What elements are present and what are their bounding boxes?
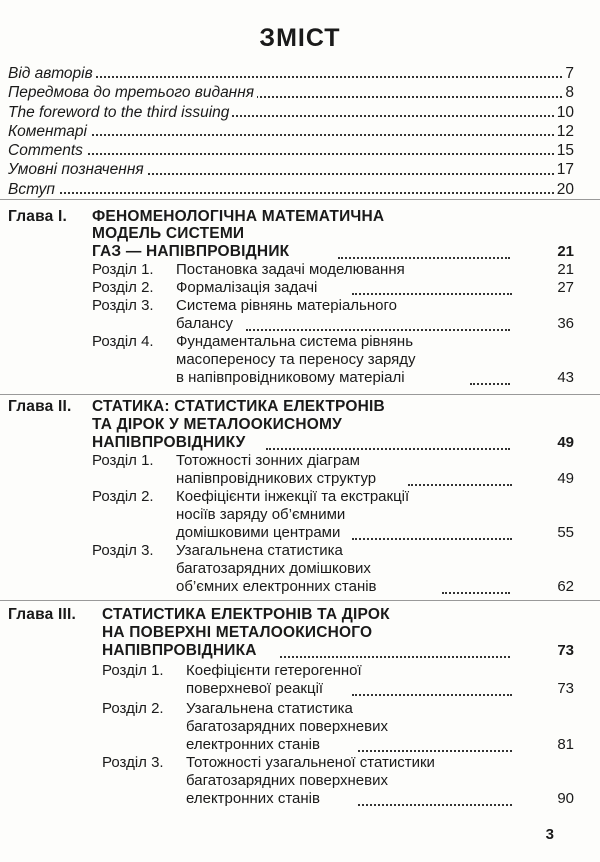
section-title-line[interactable]: багатозарядних домішкових bbox=[176, 560, 371, 577]
section-page: 21 bbox=[557, 261, 574, 278]
chapter-title-line[interactable]: НА ПОВЕРХНІ МЕТАЛООКИСНОГО bbox=[102, 624, 373, 641]
section-title-line[interactable]: Узагальнена статистика bbox=[176, 542, 343, 559]
section-page: 27 bbox=[557, 279, 574, 296]
section-page: 49 bbox=[557, 470, 574, 487]
chapter-page: 49 bbox=[557, 434, 574, 451]
section-title-line[interactable]: Система рівнянь матеріального bbox=[176, 297, 397, 314]
toc-entry-label: Вступ bbox=[8, 181, 58, 198]
chapter-prefix: Глава III. bbox=[8, 606, 76, 623]
toc-entry-page: 8 bbox=[562, 83, 574, 102]
chapter-title-line[interactable]: ТА ДІРОК У МЕТАЛООКИСНОМУ bbox=[92, 416, 342, 433]
toc-entry[interactable] bbox=[8, 122, 574, 141]
section-title-line[interactable]: Коефіцієнти гетерогенної bbox=[186, 662, 362, 679]
section-prefix: Розділ 3. bbox=[92, 297, 154, 314]
section-title-line[interactable]: Коефіцієнти інжекції та екстракції bbox=[176, 488, 410, 505]
toc-entry-page: 17 bbox=[554, 160, 574, 179]
toc-entry-page: 7 bbox=[562, 64, 574, 83]
section-title-line[interactable]: електронних станів bbox=[186, 790, 320, 807]
dot-leader bbox=[352, 293, 512, 295]
section-prefix: Розділ 2. bbox=[92, 488, 154, 505]
chapter-title-line[interactable]: СТАТИКА: СТАТИСТИКА ЕЛЕКТРОНІВ bbox=[92, 398, 385, 415]
section-page: 43 bbox=[557, 369, 574, 386]
section-prefix: Розділ 1. bbox=[92, 452, 154, 469]
dot-leader bbox=[358, 750, 512, 752]
toc-entry[interactable] bbox=[8, 180, 574, 199]
front-matter-list bbox=[8, 64, 574, 199]
dot-leader bbox=[352, 694, 512, 696]
section-title-line[interactable]: носіїв заряду об’ємними bbox=[176, 506, 346, 523]
section-page: 81 bbox=[557, 736, 574, 753]
toc-entry-label: Від авторів bbox=[8, 65, 96, 82]
toc-entry-label: Умовні позначення bbox=[8, 161, 147, 178]
dot-leader bbox=[442, 592, 510, 594]
toc-entry-page: 10 bbox=[554, 103, 574, 122]
toc-entry-page: 15 bbox=[554, 141, 574, 160]
toc-entry[interactable] bbox=[8, 160, 574, 179]
divider bbox=[0, 600, 600, 601]
dot-leader bbox=[470, 383, 510, 385]
section-prefix: Розділ 1. bbox=[92, 261, 154, 278]
section-title-line[interactable]: об’ємних електронних станів bbox=[176, 578, 377, 595]
section-title-line[interactable]: Тотожності узагальненої статистики bbox=[186, 754, 435, 771]
toc-entry[interactable] bbox=[8, 64, 574, 83]
section-title-line[interactable]: електронних станів bbox=[186, 736, 320, 753]
chapter-title-line[interactable]: ФЕНОМЕНОЛОГІЧНА МАТЕМАТИЧНА bbox=[92, 208, 385, 225]
section-title-line[interactable]: в напівпровідниковому матеріалі bbox=[176, 369, 405, 386]
section-page: 62 bbox=[557, 578, 574, 595]
dot-leader bbox=[352, 538, 512, 540]
divider bbox=[0, 394, 600, 395]
dot-leader bbox=[246, 329, 510, 331]
section-prefix: Розділ 2. bbox=[92, 279, 154, 296]
toc-entry[interactable] bbox=[8, 103, 574, 122]
dot-leader bbox=[408, 484, 512, 486]
dot-leader bbox=[338, 257, 510, 259]
divider bbox=[0, 199, 600, 200]
dot-leader bbox=[266, 448, 510, 450]
dot-leader bbox=[358, 804, 512, 806]
page-title: ЗМІСТ bbox=[259, 24, 341, 52]
chapter-title-line[interactable]: ГАЗ — НАПІВПРОВІДНИК bbox=[92, 243, 290, 260]
chapter-title-line[interactable]: НАПІВПРОВІДНИКА bbox=[102, 642, 257, 659]
section-title-line[interactable]: Тотожності зонних діаграм bbox=[176, 452, 360, 469]
section-title-line[interactable]: балансу bbox=[176, 315, 233, 332]
section-title-line[interactable]: багатозарядних поверхневих bbox=[186, 718, 388, 735]
toc-entry-label: Передмова до третього видання bbox=[8, 84, 257, 101]
section-title-line[interactable]: масопереносу та переносу заряду bbox=[176, 351, 416, 368]
section-title-line[interactable]: поверхневої реакції bbox=[186, 680, 324, 697]
chapter-prefix: Глава I. bbox=[8, 208, 67, 225]
section-title-line[interactable]: Формалізація задачі bbox=[176, 279, 318, 296]
section-title-line[interactable]: Постановка задачі моделювання bbox=[176, 261, 405, 278]
section-title-line[interactable]: Узагальнена статистика bbox=[186, 700, 353, 717]
chapter-title-line[interactable]: СТАТИСТИКА ЕЛЕКТРОНІВ ТА ДІРОК bbox=[102, 606, 390, 623]
section-page: 55 bbox=[557, 524, 574, 541]
chapter-title-line[interactable]: НАПІВПРОВІДНИКУ bbox=[92, 434, 246, 451]
section-title-line[interactable]: багатозарядних поверхневих bbox=[186, 772, 388, 789]
toc-entry-label: Comments bbox=[8, 142, 86, 159]
section-page: 73 bbox=[557, 680, 574, 697]
toc-entry-page: 12 bbox=[554, 122, 574, 141]
chapter-page: 73 bbox=[557, 642, 574, 659]
section-prefix: Розділ 4. bbox=[92, 333, 154, 350]
section-prefix: Розділ 1. bbox=[102, 662, 164, 679]
dot-leader bbox=[280, 656, 510, 658]
toc-entry-label: Коментарі bbox=[8, 123, 90, 140]
section-prefix: Розділ 3. bbox=[92, 542, 154, 559]
chapter-prefix: Глава II. bbox=[8, 398, 72, 415]
section-title-line[interactable]: Фундаментальна система рівнянь bbox=[176, 333, 414, 350]
section-prefix: Розділ 2. bbox=[102, 700, 164, 717]
section-prefix: Розділ 3. bbox=[102, 754, 164, 771]
toc-entry[interactable] bbox=[8, 141, 574, 160]
section-page: 36 bbox=[557, 315, 574, 332]
section-title-line[interactable]: напівпровідникових структур bbox=[176, 470, 377, 487]
toc-entry[interactable] bbox=[8, 83, 574, 102]
toc-entry-page: 20 bbox=[554, 180, 574, 199]
section-title-line[interactable]: домішковими центрами bbox=[176, 524, 341, 541]
section-page: 90 bbox=[557, 790, 574, 807]
chapter-title-line[interactable]: МОДЕЛЬ СИСТЕМИ bbox=[92, 225, 245, 242]
chapter-page: 21 bbox=[557, 243, 574, 260]
page-number: 3 bbox=[545, 826, 554, 843]
toc-entry-label: The foreword to the third issuing bbox=[8, 104, 232, 121]
